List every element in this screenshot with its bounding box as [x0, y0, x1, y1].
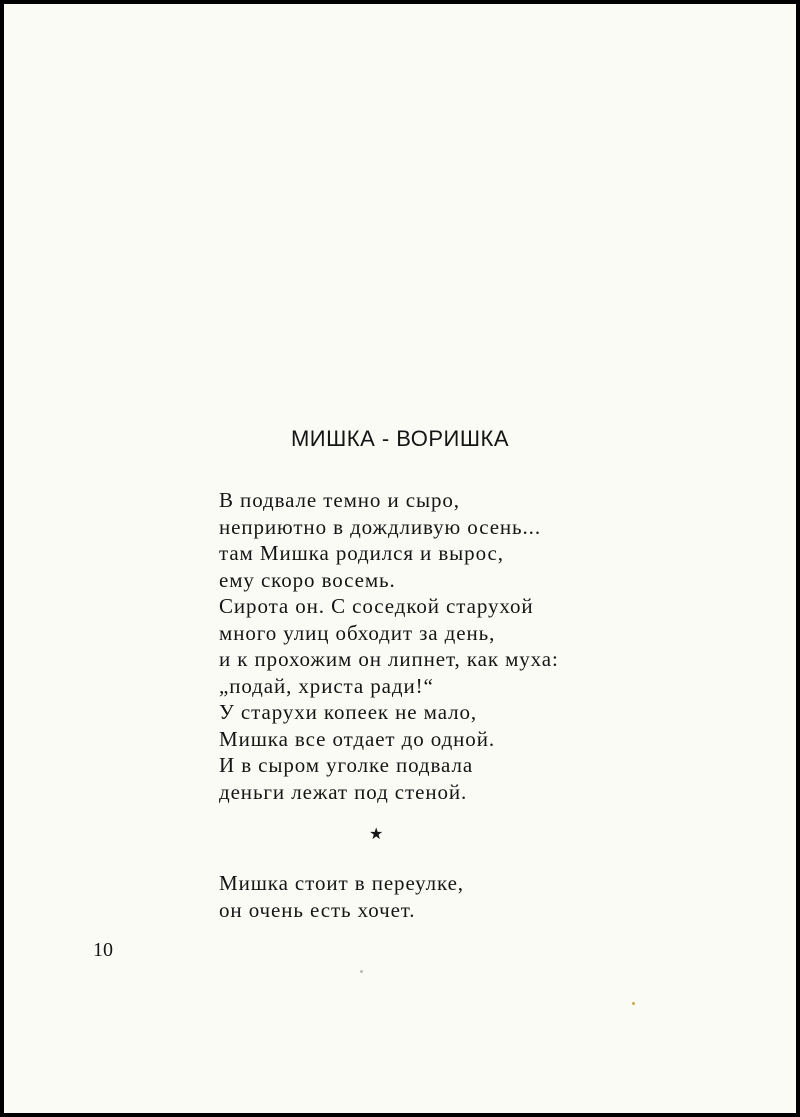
poem-line: И в сыром уголке подвала: [219, 753, 474, 777]
poem-stanza-1: [219, 487, 559, 805]
poem-line: „подай, христа ради!“: [219, 673, 434, 698]
poem-line: ему скоро восемь.: [219, 567, 396, 592]
paper-speck: [632, 1002, 635, 1005]
poem-line: неприютно в дождливую осень...: [219, 514, 541, 539]
paper-speck: [360, 970, 363, 973]
page-number: 10: [93, 939, 113, 961]
poem-line: У старухи копеек не мало,: [219, 700, 478, 724]
poem-stanza-2: [219, 870, 464, 923]
poem-line: деньги лежат под стеной.: [219, 779, 468, 804]
section-divider-star: ★: [369, 826, 384, 843]
poem-line: и к прохожим он липнет, как муха:: [219, 647, 559, 671]
poem-line: Сирота он. С соседкой старухой: [219, 594, 534, 618]
poem-line: там Мишка родился и вырос,: [219, 541, 504, 565]
poem-line: Мишка стоит в переулке,: [219, 871, 464, 895]
poem-title: МИШКА - ВОРИШКА: [290, 426, 510, 451]
poem-line: он очень есть хочет.: [219, 897, 416, 922]
book-page: [4, 4, 796, 1113]
poem-line: В подвале темно и сыро,: [219, 488, 460, 512]
poem-line: Мишка все отдает до одной.: [219, 726, 495, 751]
poem-line: много улиц обходит за день,: [219, 620, 496, 645]
